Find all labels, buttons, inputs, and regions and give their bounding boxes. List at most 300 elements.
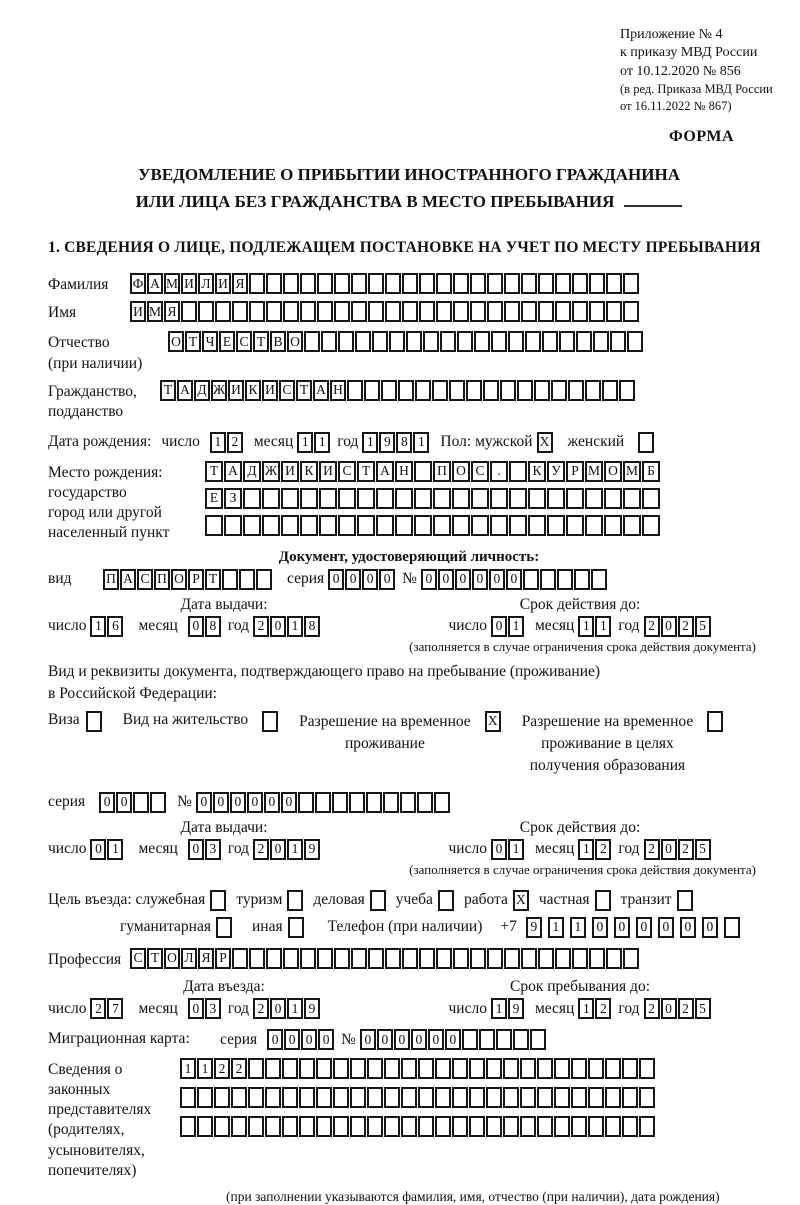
char-box[interactable] [338,488,356,509]
char-box[interactable] [504,273,520,294]
char-box[interactable] [300,273,316,294]
char-box[interactable] [419,948,435,969]
char-box[interactable] [528,488,546,509]
char-box[interactable] [266,301,282,322]
char-box[interactable]: 2 [595,839,611,860]
char-box[interactable]: 0 [379,569,395,590]
char-box[interactable] [589,301,605,322]
char-box[interactable] [491,331,507,352]
char-box[interactable]: 0 [360,1029,376,1050]
char-box[interactable] [483,380,499,401]
char-box[interactable] [623,488,641,509]
char-box[interactable] [180,1116,196,1137]
char-box[interactable] [604,488,622,509]
purpose-private-checkbox[interactable] [590,890,612,911]
char-box[interactable]: 0 [267,1029,283,1050]
char-box[interactable] [435,1087,451,1108]
char-box[interactable] [262,515,280,536]
char-box[interactable] [639,1116,655,1137]
char-box[interactable] [551,380,567,401]
char-box[interactable]: 0 [438,569,454,590]
char-box[interactable]: 0 [377,1029,393,1050]
char-box[interactable] [479,1029,495,1050]
char-box[interactable] [418,1087,434,1108]
char-box[interactable] [300,515,318,536]
char-box[interactable] [283,273,299,294]
char-box[interactable]: Т [357,461,375,482]
char-box[interactable]: 0 [318,1029,334,1050]
purpose-transit-option[interactable]: транзит [621,890,694,911]
char-box[interactable]: Т [205,461,223,482]
char-box[interactable] [415,380,431,401]
char-box[interactable] [508,331,524,352]
firstname-cells[interactable] [130,301,640,322]
char-box[interactable] [509,488,527,509]
char-box[interactable]: 2 [678,839,694,860]
char-box[interactable]: 1 [287,998,303,1019]
char-box[interactable]: С [137,569,153,590]
char-box[interactable] [572,301,588,322]
char-box[interactable] [414,461,432,482]
char-box[interactable] [503,1058,519,1079]
birth-day-cells[interactable] [210,432,244,453]
char-box[interactable]: М [585,461,603,482]
char-box[interactable] [470,948,486,969]
char-box[interactable] [606,273,622,294]
stay-year-cells[interactable] [644,998,712,1019]
char-box[interactable]: 5 [695,616,711,637]
char-box[interactable] [417,792,433,813]
char-box[interactable] [349,792,365,813]
char-box[interactable] [385,273,401,294]
sex-male-checkbox[interactable] [537,432,554,453]
legal-reps-cells-row2[interactable] [180,1087,656,1108]
char-box[interactable] [401,1058,417,1079]
char-box[interactable] [300,948,316,969]
char-box[interactable] [528,515,546,536]
char-box[interactable]: Т [205,569,221,590]
char-box[interactable] [384,1116,400,1137]
purpose-tourism-checkbox[interactable] [282,890,304,911]
char-box[interactable] [231,1116,247,1137]
char-box[interactable] [350,1116,366,1137]
char-box[interactable]: 2 [227,432,243,453]
sex-female-checkbox[interactable] [638,432,655,453]
char-box[interactable] [469,1116,485,1137]
char-box[interactable] [400,792,416,813]
char-box[interactable]: 9 [304,998,320,1019]
char-box[interactable] [571,1058,587,1079]
char-box[interactable]: 2 [253,839,269,860]
char-box[interactable] [432,380,448,401]
char-box[interactable] [566,488,584,509]
char-box[interactable] [368,301,384,322]
char-box[interactable]: 0 [328,569,344,590]
char-box[interactable] [525,331,541,352]
char-box[interactable] [530,1029,546,1050]
char-box[interactable] [638,432,654,453]
char-box[interactable]: 0 [281,792,297,813]
doc-series-cells[interactable] [328,569,396,590]
char-box[interactable]: 0 [489,569,505,590]
char-box[interactable] [627,331,643,352]
purpose-tourism-option[interactable]: туризм [236,890,304,911]
char-box[interactable]: 3 [205,998,221,1019]
char-box[interactable] [243,515,261,536]
char-box[interactable] [452,488,470,509]
char-box[interactable] [222,569,238,590]
char-box[interactable]: 0 [661,839,677,860]
doc-valid-year-cells[interactable] [644,616,712,637]
char-box[interactable]: Т [147,948,163,969]
char-box[interactable] [589,948,605,969]
legal-reps-cells-row3[interactable] [180,1116,656,1137]
char-box[interactable]: Р [215,948,231,969]
char-box[interactable] [401,1087,417,1108]
char-box[interactable] [440,331,456,352]
char-box[interactable]: 1 [508,839,524,860]
patronymic-cells[interactable] [168,331,644,352]
char-box[interactable] [334,948,350,969]
char-box[interactable]: 1 [107,839,123,860]
char-box[interactable]: И [181,273,197,294]
migration-series-cells[interactable] [267,1029,335,1050]
entry-month-cells[interactable] [188,998,222,1019]
char-box[interactable]: 1 [197,1058,213,1079]
char-box[interactable] [368,948,384,969]
char-box[interactable] [402,301,418,322]
char-box[interactable] [181,301,197,322]
char-box[interactable] [571,1116,587,1137]
char-box[interactable] [401,1116,417,1137]
char-box[interactable] [433,515,451,536]
char-box[interactable]: К [528,461,546,482]
phone-cells[interactable] [521,917,741,938]
char-box[interactable] [423,331,439,352]
char-box[interactable] [419,301,435,322]
char-box[interactable]: С [130,948,146,969]
char-box[interactable]: 0 [421,569,437,590]
char-box[interactable] [367,1058,383,1079]
char-box[interactable]: А [313,380,329,401]
char-box[interactable] [469,1087,485,1108]
char-box[interactable] [589,273,605,294]
char-box[interactable] [453,273,469,294]
char-box[interactable] [304,331,320,352]
char-box[interactable] [622,1087,638,1108]
char-box[interactable] [707,711,723,732]
char-box[interactable] [298,792,314,813]
birthplace-cells-row3[interactable] [205,515,661,536]
purpose-transit-checkbox[interactable] [672,890,694,911]
char-box[interactable]: Т [160,380,176,401]
char-box[interactable] [133,792,149,813]
char-box[interactable] [435,1058,451,1079]
char-box[interactable]: А [147,273,163,294]
char-box[interactable] [509,515,527,536]
residence-series-cells[interactable] [99,792,167,813]
temp-residence-checkbox[interactable] [485,711,502,732]
char-box[interactable]: 1 [578,839,594,860]
char-box[interactable] [299,1058,315,1079]
char-box[interactable] [540,569,556,590]
char-box[interactable] [389,331,405,352]
char-box[interactable] [639,1058,655,1079]
char-box[interactable] [449,380,465,401]
char-box[interactable] [457,331,473,352]
char-box[interactable] [547,488,565,509]
char-box[interactable] [606,948,622,969]
char-box[interactable]: 2 [678,616,694,637]
char-box[interactable] [588,1116,604,1137]
char-box[interactable] [434,792,450,813]
char-box[interactable] [537,1087,553,1108]
char-box[interactable]: С [338,461,356,482]
char-box[interactable] [471,488,489,509]
char-box[interactable] [414,515,432,536]
residence-issue-year-cells[interactable] [253,839,321,860]
char-box[interactable] [554,1116,570,1137]
char-box[interactable]: У [547,461,565,482]
char-box[interactable] [503,1116,519,1137]
residence-permit-checkbox[interactable] [262,711,279,732]
char-box[interactable] [639,1087,655,1108]
char-box[interactable]: 1 [548,917,564,938]
char-box[interactable]: Л [181,948,197,969]
char-box[interactable] [452,1058,468,1079]
char-box[interactable] [436,273,452,294]
char-box[interactable]: 1 [413,432,429,453]
char-box[interactable] [197,1087,213,1108]
char-box[interactable]: 7 [107,998,123,1019]
char-box[interactable]: В [270,331,286,352]
char-box[interactable]: 2 [644,839,660,860]
char-box[interactable] [466,380,482,401]
char-box[interactable]: 0 [636,917,652,938]
char-box[interactable]: Е [205,488,223,509]
char-box[interactable]: И [281,461,299,482]
char-box[interactable]: Т [296,380,312,401]
char-box[interactable] [469,1058,485,1079]
char-box[interactable] [395,515,413,536]
char-box[interactable]: Ж [211,380,227,401]
char-box[interactable] [538,948,554,969]
char-box[interactable] [504,948,520,969]
residence-valid-month-cells[interactable] [578,839,612,860]
visa-option[interactable] [48,711,103,732]
char-box[interactable]: X [513,890,529,911]
edu-residence-option[interactable] [522,711,725,778]
char-box[interactable]: С [279,380,295,401]
char-box[interactable] [383,792,399,813]
char-box[interactable] [520,1087,536,1108]
char-box[interactable] [490,515,508,536]
char-box[interactable]: 2 [90,998,106,1019]
char-box[interactable]: 0 [491,616,507,637]
char-box[interactable]: 8 [396,432,412,453]
char-box[interactable] [333,1087,349,1108]
char-box[interactable] [418,1058,434,1079]
purpose-business-checkbox[interactable] [205,890,227,911]
char-box[interactable] [724,917,740,938]
char-box[interactable] [513,1029,529,1050]
char-box[interactable] [351,948,367,969]
char-box[interactable] [537,1058,553,1079]
edu-residence-checkbox[interactable] [707,711,724,732]
char-box[interactable] [591,569,607,590]
char-box[interactable]: 2 [678,998,694,1019]
char-box[interactable]: Т [253,331,269,352]
char-box[interactable] [281,515,299,536]
char-box[interactable]: 0 [345,569,361,590]
residence-issue-day-cells[interactable] [90,839,124,860]
char-box[interactable]: 2 [214,1058,230,1079]
char-box[interactable]: 6 [107,616,123,637]
residence-valid-day-cells[interactable] [491,839,525,860]
char-box[interactable]: 1 [297,432,313,453]
char-box[interactable] [402,273,418,294]
char-box[interactable] [315,792,331,813]
char-box[interactable] [281,488,299,509]
char-box[interactable] [86,711,102,732]
char-box[interactable] [555,273,571,294]
char-box[interactable] [367,1087,383,1108]
char-box[interactable] [547,515,565,536]
char-box[interactable] [521,948,537,969]
char-box[interactable]: М [147,301,163,322]
residence-permit-option[interactable] [123,711,280,732]
char-box[interactable]: 1 [578,998,594,1019]
char-box[interactable]: И [228,380,244,401]
char-box[interactable]: 0 [491,839,507,860]
char-box[interactable] [232,948,248,969]
char-box[interactable]: 1 [491,998,507,1019]
char-box[interactable] [520,1116,536,1137]
char-box[interactable]: 9 [526,917,542,938]
char-box[interactable]: Ф [130,273,146,294]
char-box[interactable] [334,273,350,294]
char-box[interactable]: 0 [301,1029,317,1050]
char-box[interactable]: 0 [188,616,204,637]
char-box[interactable] [384,1058,400,1079]
char-box[interactable] [395,488,413,509]
char-box[interactable] [180,1087,196,1108]
migration-number-cells[interactable] [360,1029,547,1050]
char-box[interactable] [288,917,304,938]
char-box[interactable]: X [537,432,553,453]
char-box[interactable] [517,380,533,401]
char-box[interactable]: А [224,461,242,482]
doc-type-cells[interactable] [103,569,273,590]
char-box[interactable] [642,488,660,509]
char-box[interactable] [347,380,363,401]
char-box[interactable] [376,488,394,509]
char-box[interactable] [520,1058,536,1079]
char-box[interactable] [282,1087,298,1108]
char-box[interactable] [357,515,375,536]
char-box[interactable]: Н [330,380,346,401]
char-box[interactable]: 1 [595,616,611,637]
purpose-study-checkbox[interactable] [433,890,455,911]
char-box[interactable] [376,515,394,536]
char-box[interactable] [210,890,226,911]
char-box[interactable] [605,1087,621,1108]
char-box[interactable]: 0 [213,792,229,813]
doc-valid-month-cells[interactable] [578,616,612,637]
purpose-work-option[interactable]: работа X [464,890,530,911]
char-box[interactable] [452,1116,468,1137]
char-box[interactable]: 1 [180,1058,196,1079]
char-box[interactable] [605,1116,621,1137]
char-box[interactable]: 0 [270,839,286,860]
purpose-commercial-checkbox[interactable] [365,890,387,911]
char-box[interactable] [321,331,337,352]
char-box[interactable] [623,301,639,322]
char-box[interactable] [433,488,451,509]
char-box[interactable] [338,331,354,352]
char-box[interactable]: 0 [90,839,106,860]
doc-issue-day-cells[interactable] [90,616,124,637]
char-box[interactable] [402,948,418,969]
char-box[interactable]: 2 [253,998,269,1019]
char-box[interactable]: Т [185,331,201,352]
char-box[interactable]: П [154,569,170,590]
char-box[interactable] [521,273,537,294]
char-box[interactable] [368,273,384,294]
birthplace-cells-row1[interactable] [205,461,661,482]
char-box[interactable] [559,331,575,352]
char-box[interactable] [486,1116,502,1137]
purpose-other-option[interactable]: иная [252,917,305,938]
char-box[interactable] [487,301,503,322]
char-box[interactable]: 2 [644,998,660,1019]
char-box[interactable]: 1 [210,432,226,453]
char-box[interactable] [316,1087,332,1108]
char-box[interactable] [521,301,537,322]
char-box[interactable] [572,948,588,969]
char-box[interactable]: 5 [695,839,711,860]
purpose-other-checkbox[interactable] [283,917,305,938]
char-box[interactable] [333,1058,349,1079]
profession-cells[interactable] [130,948,640,969]
char-box[interactable]: . [490,461,508,482]
char-box[interactable]: 1 [90,616,106,637]
char-box[interactable]: 0 [680,917,696,938]
residence-valid-year-cells[interactable] [644,839,712,860]
char-box[interactable] [266,273,282,294]
char-box[interactable] [351,273,367,294]
char-box[interactable] [283,301,299,322]
char-box[interactable]: К [300,461,318,482]
char-box[interactable]: М [623,461,641,482]
char-box[interactable] [554,1058,570,1079]
char-box[interactable] [317,273,333,294]
char-box[interactable] [503,1087,519,1108]
char-box[interactable]: А [376,461,394,482]
char-box[interactable] [282,1116,298,1137]
char-box[interactable]: Ч [202,331,218,352]
char-box[interactable] [642,515,660,536]
char-box[interactable] [381,380,397,401]
char-box[interactable] [593,331,609,352]
char-box[interactable] [487,273,503,294]
char-box[interactable]: П [433,461,451,482]
char-box[interactable] [496,1029,512,1050]
char-box[interactable]: 0 [99,792,115,813]
char-box[interactable]: 0 [247,792,263,813]
char-box[interactable] [588,1087,604,1108]
char-box[interactable] [576,331,592,352]
